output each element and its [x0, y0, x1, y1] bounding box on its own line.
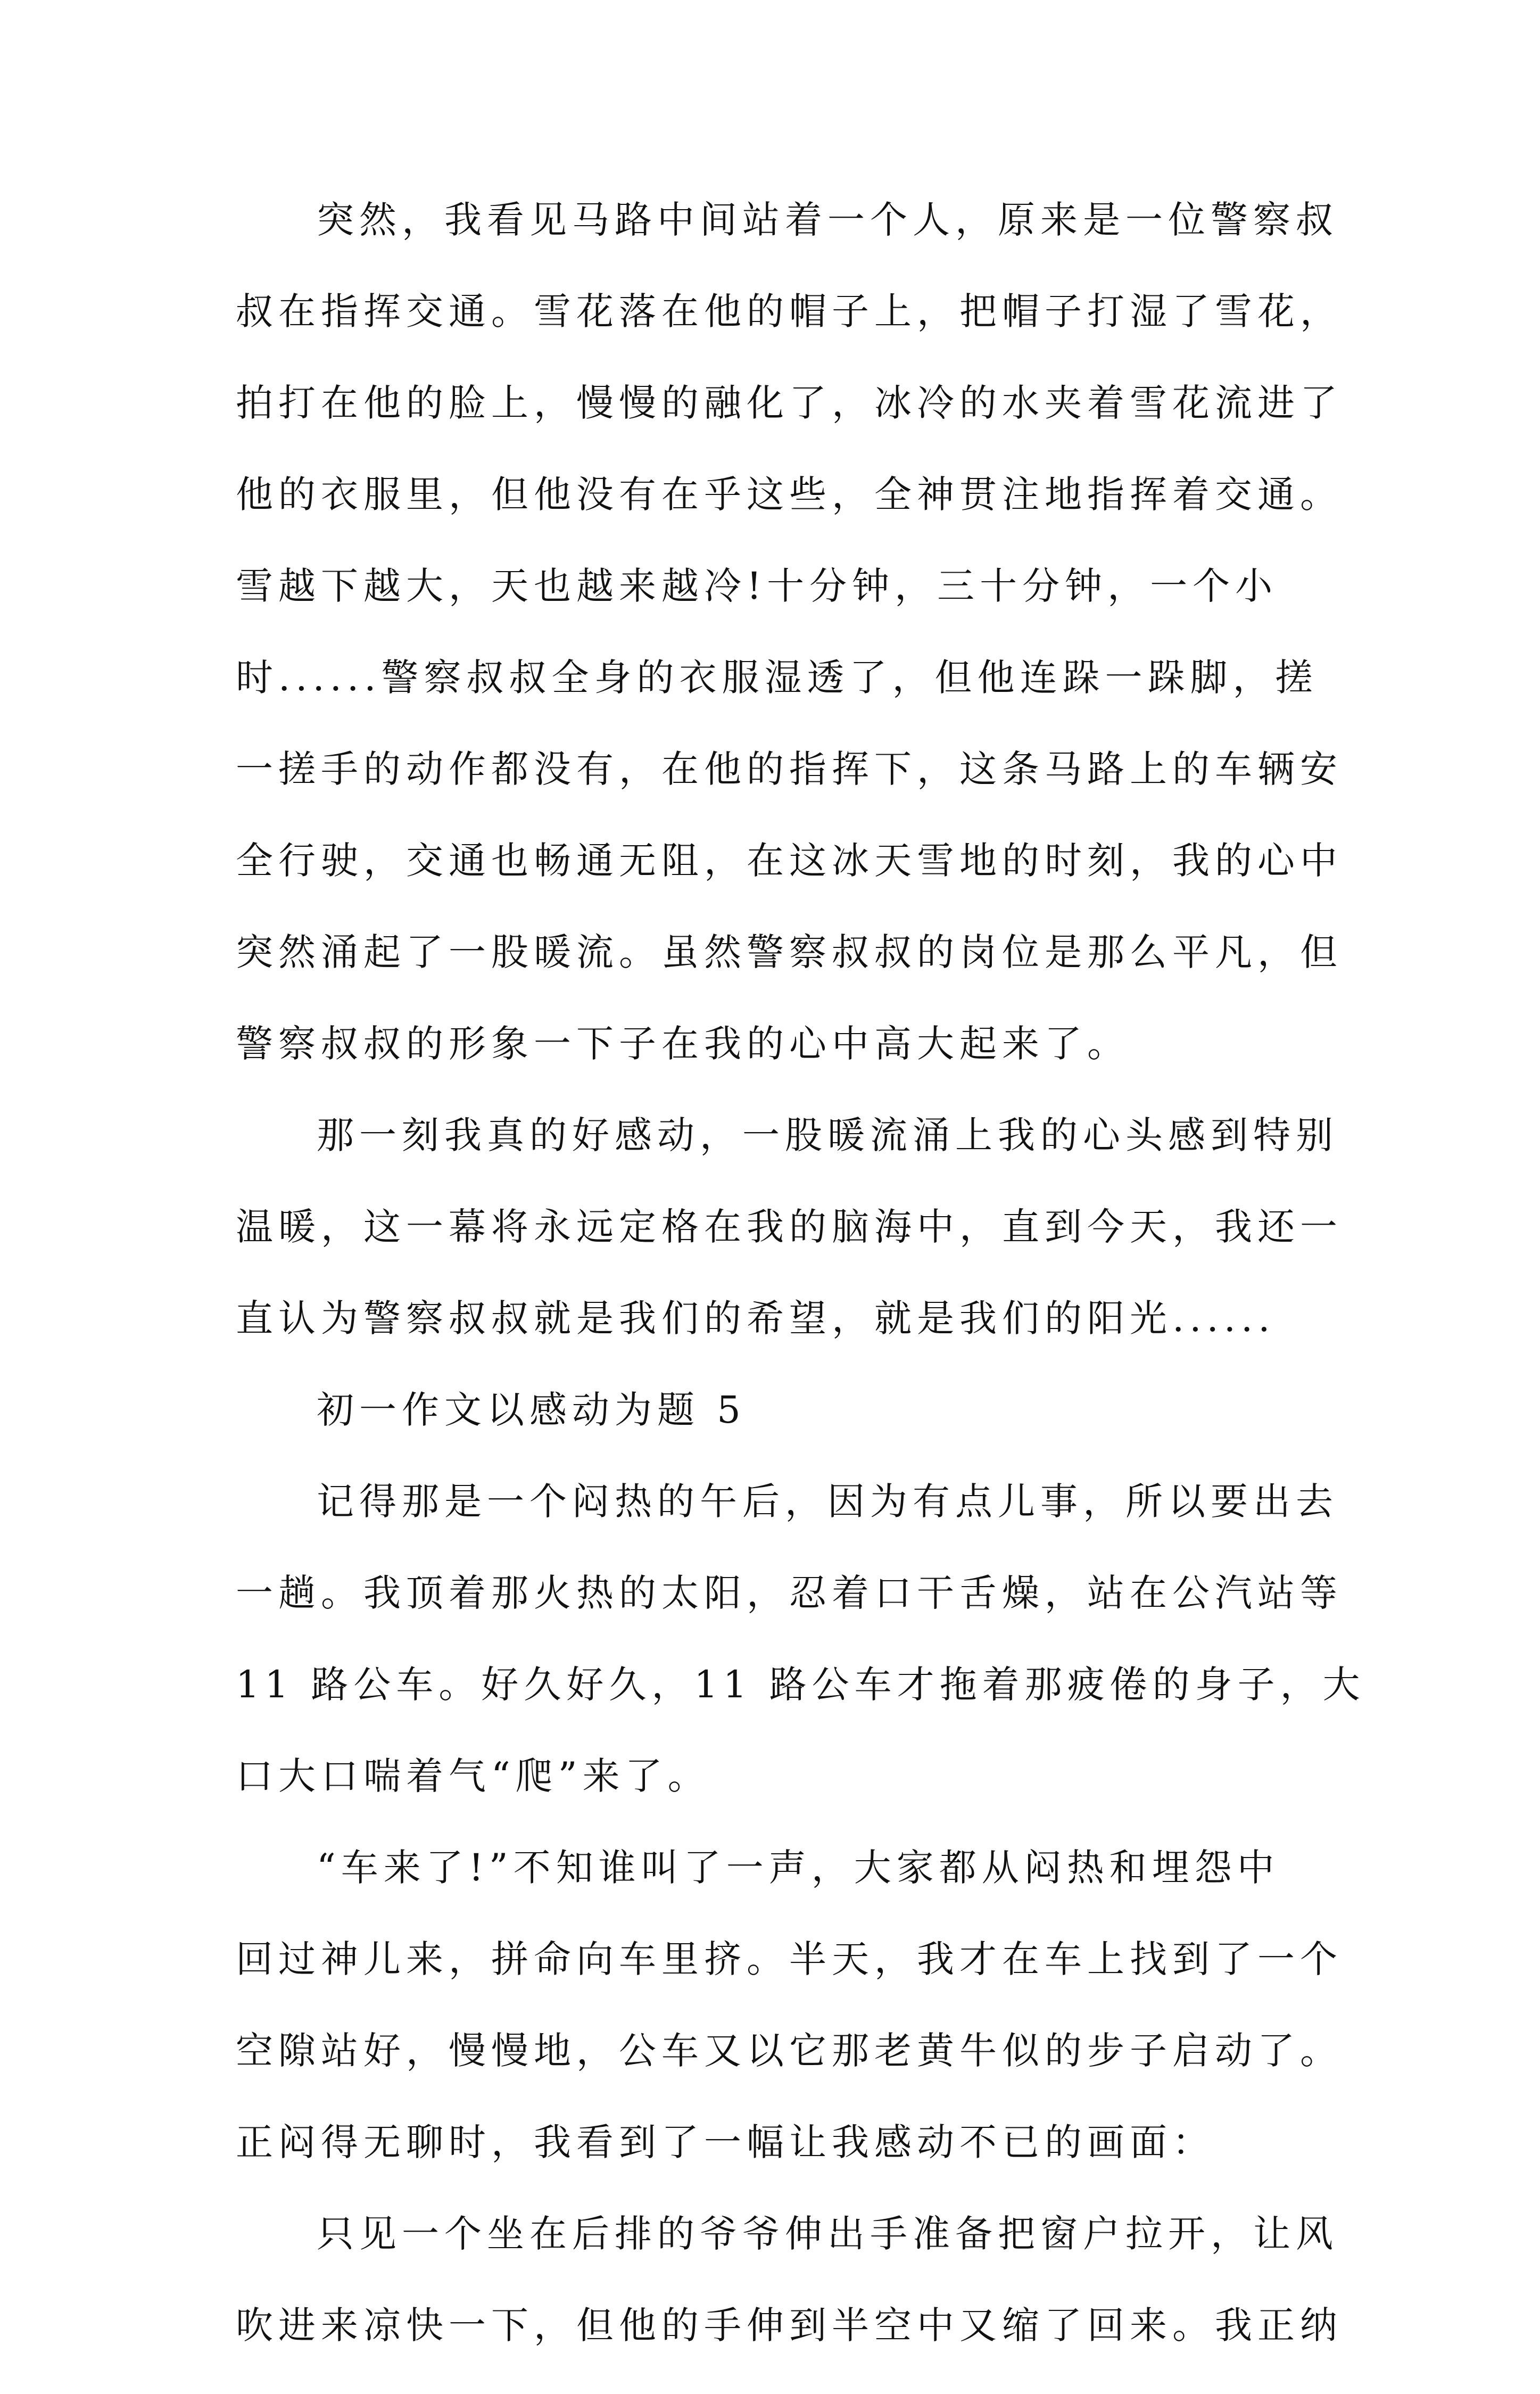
- paragraph-line: 警察叔叔的形象一下子在我的心中高大起来了。: [236, 1022, 1130, 1066]
- section-heading: 初一作文以感动为题 5: [317, 1388, 746, 1432]
- paragraph-line: 一趟。我顶着那火热的太阳，忍着口干舌燥，站在公汽站等: [236, 1571, 1343, 1615]
- paragraph-line: 突然涌起了一股暖流。虽然警察叔叔的岗位是那么平凡，但: [236, 930, 1343, 974]
- paragraph-line: 温暖，这一幕将永远定格在我的脑海中，直到今天，我还一: [236, 1205, 1343, 1249]
- paragraph-line: 回过神儿来，拼命向车里挤。半天，我才在车上找到了一个: [236, 1937, 1343, 1981]
- paragraph-line: 拍打在他的脸上，慢慢的融化了，冰冷的水夹着雪花流进了: [236, 381, 1343, 425]
- paragraph-line: 一搓手的动作都没有，在他的指挥下，这条马路上的车辆安: [236, 747, 1343, 791]
- paragraph-line: 11 路公车。好久好久，11 路公车才拖着那疲倦的身子，大: [236, 1663, 1365, 1706]
- paragraph-line: 全行驶，交通也畅通无阻，在这冰天雪地的时刻，我的心中: [236, 839, 1343, 882]
- paragraph-line: 他的衣服里，但他没有在乎这些，全神贯注地指挥着交通。: [236, 473, 1343, 516]
- paragraph-line: 空隙站好，慢慢地，公车又以它那老黄牛似的步子启动了。: [236, 2029, 1343, 2073]
- paragraph-line: 那一刻我真的好感动，一股暖流涌上我的心头感到特别: [317, 1113, 1338, 1157]
- paragraph-line: 雪越下越大，天也越来越冷!十分钟，三十分钟，一个小: [236, 564, 1278, 608]
- paragraph-line: 叔在指挥交通。雪花落在他的帽子上，把帽子打湿了雪花，: [236, 290, 1343, 333]
- paragraph-line: 记得那是一个闷热的午后，因为有点儿事，所以要出去: [317, 1480, 1338, 1523]
- paragraph-line: 口大口喘着气“爬”来了。: [236, 1754, 710, 1798]
- paragraph-line: 吹进来凉快一下，但他的手伸到半空中又缩了回来。我正纳: [236, 2304, 1343, 2347]
- paragraph-line: 突然，我看见马路中间站着一个人，原来是一位警察叔: [317, 198, 1338, 242]
- paragraph-line: 正闷得无聊时，我看到了一幅让我感动不已的画面：: [236, 2120, 1215, 2164]
- paragraph-line: 时......警察叔叔全身的衣服湿透了，但他连跺一跺脚，搓: [236, 656, 1318, 699]
- document-body: [236, 197, 1365, 2394]
- paragraph-line: 只见一个坐在后排的爷爷伸出手准备把窗户拉开，让风: [317, 2212, 1338, 2256]
- paragraph-line: “车来了!”不知谁叫了一声，大家都从闷热和埋怨中: [317, 1846, 1280, 1889]
- paragraph-line: 直认为警察叔叔就是我们的希望，就是我们的阳光......: [236, 1297, 1276, 1340]
